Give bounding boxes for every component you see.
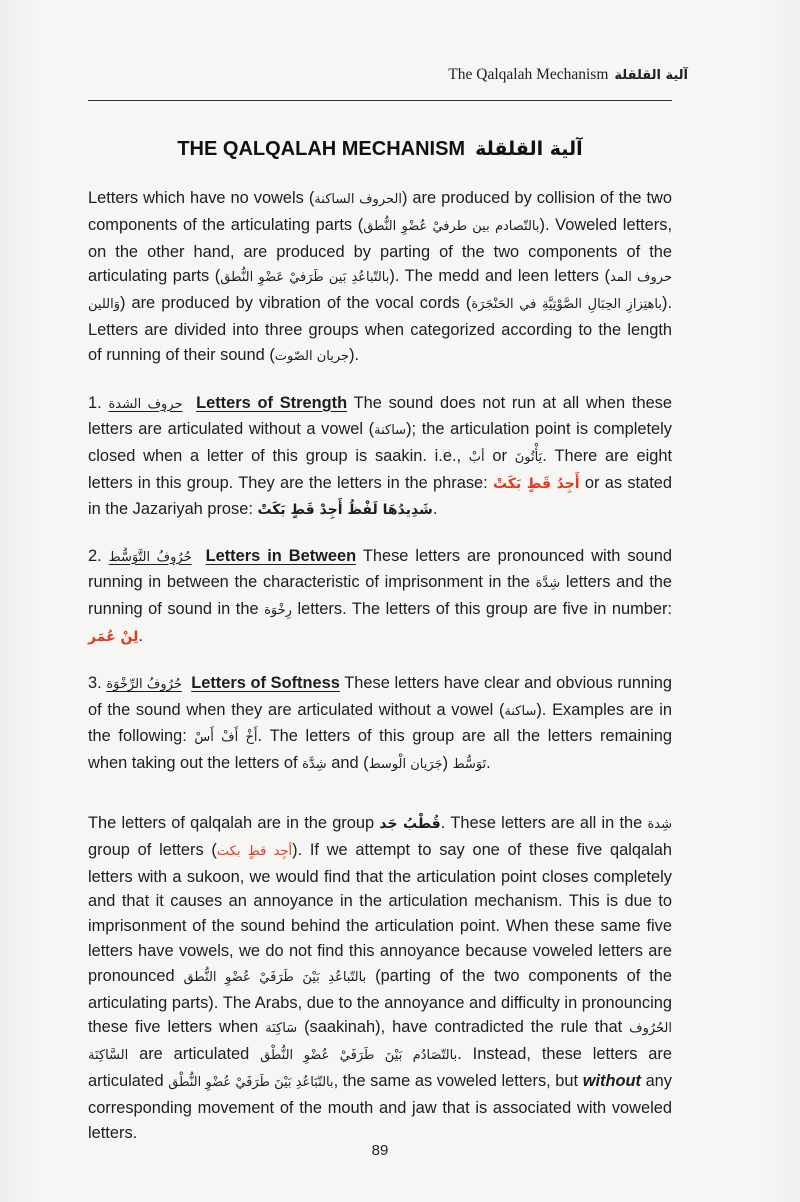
text: ). [349, 345, 360, 364]
highlighted-arabic: أَجِدُ قَطٍ بَكَتْ [493, 475, 580, 492]
text: The sound does not run at all when these letters are articulated without a vowel ( [88, 393, 672, 439]
highlighted-arabic: أجِد قطٍ بكت [216, 843, 293, 859]
text: These letters are pronounced with sound running in between the characteristic of imprisonment in the [88, 546, 673, 592]
arabic-term: الحُرُوف السَّاكِنَة [88, 1021, 672, 1064]
list-number: 2. [88, 546, 102, 565]
text: any corresponding movement of the mouth and jaw that is associated with voweled letters. [88, 1071, 672, 1142]
arabic-term: ساكنة [504, 703, 537, 719]
arabic-term: جريان الصّوت [274, 348, 350, 364]
section-heading: Letters of Strength [196, 393, 348, 412]
text: are articulated [128, 1045, 261, 1064]
arabic-term: شِدَّة [302, 757, 327, 773]
section-arabic-title: حروف الشدة [108, 396, 183, 412]
text: . [432, 499, 438, 518]
arabic-term: تَوَسُّط [452, 757, 487, 773]
text: and ( [326, 754, 369, 773]
text: . [486, 754, 491, 773]
running-header-arabic: آلية القلقلة [614, 68, 688, 83]
text: ). Letters are divided into three groups when categorized according to the length of running of their sound ( [88, 294, 672, 364]
text: ). Examples are in the following: [88, 700, 672, 746]
text: group of letters ( [88, 840, 217, 859]
arabic-term: يَأْتُونَ [514, 450, 543, 466]
list-number: 1. [88, 393, 102, 412]
section-heading: Letters in Between [205, 546, 357, 565]
page-title [88, 138, 672, 161]
paragraph-letters-in-between [88, 544, 672, 650]
highlighted-arabic: لِنْ عُمَر [88, 628, 139, 645]
page-number: 89 [371, 1142, 389, 1159]
arabic-term: بالتّصادم بين طرفيْ عُضْوِ النُّطق [363, 218, 540, 234]
text: or as stated in the Jazariyah prose: [88, 473, 672, 518]
running-header-title: The Qalqalah Mechanism [448, 66, 609, 83]
text: letters and the running of sound in the [88, 573, 672, 619]
arabic-term: شِدة [647, 816, 672, 832]
section-arabic-title: حُرُوفُ الرِّخْوَة [106, 676, 182, 692]
text: . These letters are all in the [440, 813, 648, 832]
arabic-term: شِدَّة [535, 576, 561, 592]
text: ). The medd and leen letters ( [389, 267, 610, 286]
text: . There are eight letters in this group. They are the letters in the phrase: [88, 447, 673, 492]
paragraph-letters-of-strength [88, 391, 672, 523]
running-header [448, 66, 688, 84]
arabic-term: بالتّباعُدِ بَين طَرَفيْ عَضْوِ النُّطق [220, 270, 390, 286]
page-title-text: THE QALQALAH MECHANISM [177, 138, 466, 160]
text: or [484, 447, 515, 466]
paragraph-letters-of-softness [88, 671, 672, 778]
text: (saakinah), have contradicted the rule that [297, 1018, 630, 1037]
text: . Instead, these letters are articulated [88, 1045, 672, 1090]
arabic-term: الحروف الساكنة [314, 192, 402, 207]
arabic-term: حروف المد وَاللين [88, 270, 672, 313]
section-arabic-title: حُرُوفُ التَّوَسُّط [108, 549, 192, 565]
emphasis: without [582, 1071, 641, 1090]
arabic-verse: شَدِيدُهَا لَفْظُ أَجِدْ قَطٍ بَكَتْ [257, 501, 433, 518]
text: ); the articulation point is completely closed when a letter of this group is saakin. i.e., [88, 420, 672, 466]
arabic-term: جَرَيان الْوسط [368, 757, 443, 773]
section-heading: Letters of Softness [191, 673, 340, 692]
arabic-term: ساكنة [374, 423, 407, 439]
text: ) [442, 754, 453, 773]
text: ) are produced by vibration of the vocal cords ( [119, 294, 472, 313]
text: These letters have clear and obvious running of the sound when they are articulated without a vowel ( [88, 673, 673, 719]
text: Letters which have no vowels ( [88, 189, 315, 207]
text: ) are produced by collision of the two components of the articulating parts ( [88, 189, 672, 234]
page-title-arabic: آلية القلقلة [475, 138, 583, 160]
text: . [138, 626, 143, 645]
arabic-term: سَاكِنَة [265, 1021, 298, 1037]
arabic-term: رِخْوَة [264, 603, 292, 619]
arabic-term: أَخْ أَفْ أَسْ [194, 730, 258, 746]
text: (parting of the two components of the articulating parts). The Arabs, due to the annoyance and difficulty in pronouncing these five letters when [88, 966, 672, 1037]
text: letters. The letters of this group are five in number: [291, 600, 672, 619]
paragraph-intro [88, 186, 672, 370]
header-rule [88, 100, 672, 101]
body-text [88, 186, 672, 1166]
text: The letters of qalqalah are in the group [88, 813, 380, 832]
text: , the same as voweled letters, but [333, 1071, 583, 1090]
list-number: 3. [88, 673, 102, 692]
arabic-term: أبْ [468, 450, 485, 466]
text: ). If we attempt to say one of these five qalqalah letters with a sukoon, we would find that the articulation point closes completely and that it causes an annoyance in the articulation mechanism. This is due to imprisonment of the sound behind the articulation point. When these same five letters have vowels, we do not find this annoyance because voweled letters are pronounced [88, 840, 672, 985]
arabic-term: باهتِزازِ الحِبَالِ الصَّوْتِيَّةِ في الحَنْجَرَة [471, 297, 662, 313]
arabic-term: بالتّبَاعُدِ بَيْنَ طَرَفَيْ عُضْوِ النُّطْق [168, 1074, 334, 1090]
text: ). Voweled letters, on the other hand, are produced by parting of the two components of the articulating parts ( [88, 215, 672, 286]
paragraph-qalqalah [88, 811, 672, 1145]
text: . The letters of this group are all the letters remaining when taking out the letters of [88, 727, 672, 773]
arabic-term: بالتّباعُدِ بَيْنَ طَرَفَيْ عُضْوِ النُّطق [183, 969, 367, 985]
arabic-term: بالتّصَادُم بَيْنَ طَرَفَيْ عُضْوِ النُّطْق [260, 1048, 458, 1064]
arabic-term: قُطْبُ جَد [379, 815, 441, 832]
